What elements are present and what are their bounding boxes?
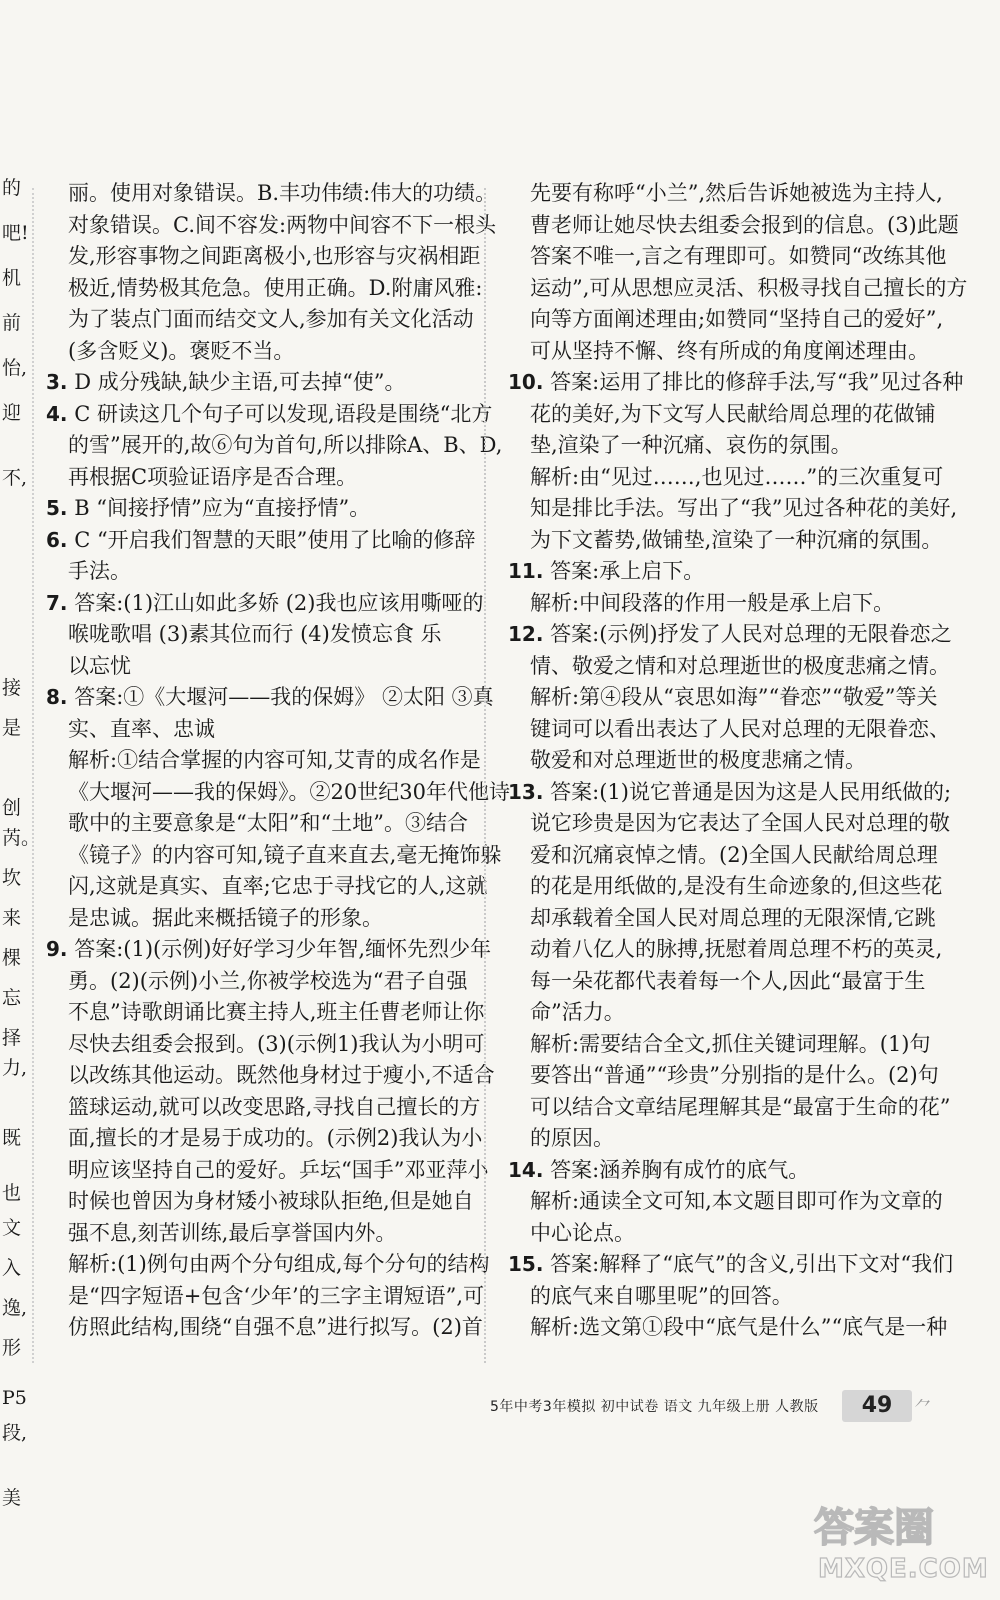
text-line (46, 808, 476, 840)
text-line (508, 178, 943, 210)
margin-fragment: 棵 (2, 947, 22, 969)
line-text: 喉咙歌唱 (3)素其位而行 (4)发愤忘食 乐 (68, 622, 442, 646)
text-line (46, 210, 497, 242)
text-line (508, 525, 943, 557)
margin-fragment: 段, (2, 1422, 28, 1444)
text-line (508, 1281, 928, 1313)
text-line (46, 871, 488, 903)
line-text: 答案:(1)江山如此多娇 (2)我也应该用嘶哑的 (74, 590, 484, 615)
line-text: 解析:第④段从“哀思如海”“眷恋”“敬爱”等关 (530, 685, 938, 709)
left-divider (32, 188, 34, 1363)
line-text: 曹老师让她尽快去组委会报到的信息。(3)此题 (530, 212, 959, 237)
line-text: 可以结合文章结尾理解其是“最富于生命的花” (530, 1094, 951, 1119)
line-text: 答案:运用了排比的修辞手法,写“我”见过各种 (550, 370, 964, 394)
question-number: 7. (46, 590, 68, 615)
margin-fragment: P5 (2, 1387, 27, 1409)
text-line (508, 1218, 928, 1250)
line-text: 实、直率、忠诚 (68, 716, 215, 741)
text-line (46, 556, 476, 588)
line-text: 不息”诗歌朗诵比赛主持人,班主任曹老师让你 (68, 1000, 485, 1024)
line-text: 敬爱和对总理逝世的极度悲痛之情。 (530, 748, 866, 772)
text-line (46, 714, 476, 746)
line-text: 仿照此结构,围绕“自强不息”进行拟写。(2)首 (68, 1315, 483, 1339)
line-text: 答案:(示例)抒发了人民对总理的无限眷恋之 (550, 622, 952, 646)
line-text: 解析:通读全文可知,本文题目即可作为文章的 (530, 1189, 943, 1213)
text-line (46, 1029, 485, 1061)
text-line (46, 336, 476, 368)
text-line (46, 1249, 490, 1281)
line-text: 的底气来自哪里呢”的回答。 (530, 1283, 793, 1308)
question-number: 8. (46, 685, 68, 709)
text-line (508, 682, 938, 714)
line-text: 却承载着全国人民对周总理的无限深情,它跳 (530, 905, 936, 930)
text-line (508, 273, 968, 305)
margin-fragment: 前 (2, 312, 22, 334)
text-line (46, 525, 476, 557)
margin-fragment: 文 (2, 1217, 22, 1239)
line-text: 明应该坚持自己的爱好。乒坛“国手”邓亚萍小 (68, 1157, 489, 1182)
line-text: 情、敬爱之情和对总理逝世的极度悲痛之情。 (530, 653, 950, 678)
text-line (46, 1186, 476, 1218)
line-text: 动着八亿人的脉搏,抚慰着周总理不朽的英灵, (530, 937, 943, 961)
question-number: 3. (46, 370, 68, 394)
line-text: B “间接抒情”应为“直接抒情”。 (74, 496, 371, 520)
text-line (508, 1155, 928, 1187)
line-text: 答案:①《大堰河——我的保姆》 ②太阳 ③真 (74, 685, 494, 709)
line-text: 是“四字短语+包含‘少年’的三字主谓短语”,可 (68, 1283, 485, 1308)
line-text: 勇。(2)(示例)小兰,你被学校选为“君子自强 (68, 968, 468, 993)
question-number: 13. (508, 779, 544, 804)
line-text: C 研读这几个句子可以发现,语段是围绕“北方 (74, 401, 493, 426)
column-divider (484, 188, 486, 1363)
margin-fragment: 来 (2, 907, 22, 929)
line-text: 说它珍贵是因为它表达了全国人民对总理的敬 (530, 811, 950, 835)
line-text: 以改练其他运动。既然他身材过于瘦小,不适合 (68, 1063, 495, 1087)
margin-fragment: 怡, (2, 357, 28, 379)
margin-fragment: 迎 (2, 402, 22, 424)
line-text: D 成分残缺,缺少主语,可去掉“使”。 (74, 370, 406, 394)
text-line (508, 777, 952, 809)
margin-fragment: 逸, (2, 1297, 28, 1319)
text-line (46, 997, 485, 1029)
margin-fragment: 的 (2, 177, 22, 199)
margin-fragment: 忘 (2, 987, 22, 1009)
line-text: (多含贬义)。褒贬不当。 (68, 338, 295, 363)
margin-fragment: 美 (2, 1487, 22, 1509)
text-line (508, 462, 944, 494)
line-text: 尽快去组委会报到。(3)(示例1)我认为小明可 (68, 1031, 485, 1056)
margin-fragment: 也 (2, 1182, 22, 1204)
text-line (46, 1060, 495, 1092)
line-text: 解析:(1)例句由两个分句组成,每个分句的结构 (68, 1252, 490, 1276)
text-line (46, 903, 476, 935)
text-line (46, 367, 476, 399)
text-line (508, 1060, 939, 1092)
line-text: 解析:需要结合全文,抓住关键词理解。(1)句 (530, 1031, 931, 1056)
feather-decoration-icon: ⺈ (914, 1398, 932, 1419)
text-line (46, 1281, 485, 1313)
line-text: 《镜子》的内容可知,镜子直来直去,毫无掩饰躲 (68, 842, 502, 867)
text-line (46, 430, 503, 462)
text-line (46, 588, 484, 620)
text-line (508, 745, 928, 777)
watermark-logo (808, 1496, 990, 1596)
text-line (508, 1092, 951, 1124)
text-line (46, 1312, 483, 1344)
footer-book-title: 5年中考3年模拟 初中试卷 语文 九年级上册 人教版 (490, 1399, 819, 1415)
question-number: 12. (508, 622, 544, 646)
question-number: 15. (508, 1252, 544, 1276)
margin-fragment: 是 (2, 717, 22, 739)
line-text: 命”活力。 (530, 1000, 625, 1024)
text-line (508, 241, 947, 273)
text-line (508, 1029, 931, 1061)
line-text: 是忠诚。据此来概括镜子的形象。 (68, 905, 383, 930)
text-line (508, 556, 928, 588)
text-line (46, 273, 483, 305)
line-text: 为下文蓄势,做铺垫,渲染了一种沉痛的氛围。 (530, 527, 943, 552)
question-number: 11. (508, 559, 544, 583)
margin-fragment: 入 (2, 1257, 22, 1279)
text-line (508, 1312, 948, 1344)
watermark-bottom-text: MXQE.COM (818, 1554, 989, 1584)
line-text: 的雪”展开的,故⑥句为首句,所以排除A、B、D, (68, 433, 503, 457)
text-line (508, 934, 943, 966)
text-line (46, 1218, 476, 1250)
line-text: 为了装点门面而结交文人,参加有关文化活动 (68, 307, 474, 331)
text-line (508, 210, 959, 242)
line-text: 中心论点。 (530, 1220, 635, 1245)
text-line (46, 682, 494, 714)
line-text: 解析:由“见过……,也见过……”的三次重复可 (530, 464, 944, 489)
line-text: 答案:承上启下。 (550, 559, 705, 583)
line-text: 极近,情势极其危急。使用正确。D.附庸风雅: (68, 275, 483, 300)
line-text: 要答出“普通”“珍贵”分别指的是什么。(2)句 (530, 1063, 939, 1087)
text-line (46, 462, 476, 494)
margin-fragment: 机 (2, 267, 22, 289)
question-number: 4. (46, 401, 68, 426)
text-line (46, 777, 510, 809)
line-text: C “开启我们智慧的天眼”使用了比喻的修辞 (74, 527, 476, 552)
line-text: 的原因。 (530, 1126, 614, 1150)
text-line (508, 619, 952, 651)
left-answer-column (46, 178, 510, 1344)
text-line (508, 588, 928, 620)
text-line (508, 430, 928, 462)
text-line (46, 304, 476, 336)
line-text: 爱和沉痛哀悼之情。(2)全国人民献给周总理 (530, 842, 938, 867)
text-line (508, 966, 928, 998)
text-line (508, 903, 936, 935)
text-line (46, 619, 476, 651)
line-text: 手法。 (68, 559, 131, 583)
right-answer-column (508, 178, 968, 1344)
line-text: 面,擅长的才是易于成功的。(示例2)我认为小 (68, 1126, 483, 1150)
text-line (508, 336, 928, 368)
line-text: 对象错误。C.间不容发:两物中间容不下一根头 (68, 212, 497, 237)
question-number: 14. (508, 1157, 544, 1182)
line-text: 闪,这就是真实、直率;它忠于寻找它的人,这就 (68, 874, 488, 898)
line-text: 的花是用纸做的,是没有生命迹象的,但这些花 (530, 874, 943, 898)
text-line (46, 745, 481, 777)
line-text: 答案:(1)说它普通是因为这是人民用纸做的; (550, 779, 952, 804)
question-number: 9. (46, 937, 68, 961)
line-text: 强不息,刻苦训练,最后享誉国内外。 (68, 1220, 397, 1245)
text-line (46, 934, 492, 966)
line-text: 运动”,可从思想应灵活、积极寻找自己擅长的方 (530, 275, 968, 300)
text-line (46, 1155, 489, 1187)
line-text: 《大堰河——我的保姆》。②20世纪30年代他诗 (68, 779, 510, 804)
line-text: 知是排比手法。写出了“我”见过各种花的美好, (530, 496, 958, 520)
line-text: 解析:①结合掌握的内容可知,艾青的成名作是 (68, 748, 481, 772)
line-text: 答案:(1)(示例)好好学习少年智,缅怀先烈少年 (74, 937, 492, 961)
line-text: 丽。使用对象错误。B.丰功伟绩:伟大的功绩。 (68, 181, 497, 205)
text-line (508, 493, 958, 525)
margin-fragment: 既 (2, 1127, 22, 1149)
page-number: 49 (842, 1390, 912, 1422)
line-text: 先要有称呼“小兰”,然后告诉她被选为主持人, (530, 181, 943, 205)
text-line (508, 1186, 943, 1218)
question-number: 5. (46, 496, 68, 520)
text-line (508, 367, 964, 399)
line-text: 发,形容事物之间距离极小,也形容与灾祸相距 (68, 244, 481, 268)
question-number: 6. (46, 527, 68, 552)
text-line (46, 840, 502, 872)
margin-fragment: 创 (2, 797, 22, 819)
text-line (46, 178, 497, 210)
line-text: 每一朵花都代表着每一个人,因此“最富于生 (530, 968, 926, 993)
question-number: 10. (508, 370, 544, 394)
text-line (508, 840, 938, 872)
margin-fragment: 吧! (2, 222, 29, 244)
line-text: 答案:解释了“底气”的含义,引出下文对“我们 (550, 1252, 954, 1276)
line-text: 解析:中间段落的作用一般是承上启下。 (530, 590, 895, 615)
text-line (46, 241, 481, 273)
line-text: 歌中的主要意象是“太阳”和“土地”。③结合 (68, 811, 468, 835)
line-text: 垫,渲染了一种沉痛、哀伤的氛围。 (530, 433, 852, 457)
line-text: 以忘忧 (68, 653, 131, 678)
margin-fragment: 择 (2, 1027, 22, 1049)
text-line (508, 1249, 954, 1281)
line-text: 答案不唯一,言之有理即可。如赞同“改练其他 (530, 244, 947, 268)
line-text: 花的美好,为下文写人民献给周总理的花做铺 (530, 401, 936, 426)
text-line (508, 651, 950, 683)
text-line (508, 997, 928, 1029)
page-footer (490, 1390, 970, 1424)
margin-fragment: 接 (2, 677, 22, 699)
text-line (508, 714, 950, 746)
line-text: 可从坚持不懈、终有所成的角度阐述理由。 (530, 338, 929, 363)
text-line (46, 651, 476, 683)
line-text: 解析:选文第①段中“底气是什么”“底气是一种 (530, 1315, 948, 1339)
text-line (46, 966, 476, 998)
text-line (46, 399, 493, 431)
margin-fragment: 坎 (2, 867, 22, 889)
line-text: 答案:涵养胸有成竹的底气。 (550, 1157, 810, 1182)
line-text: 键词可以看出表达了人民对总理的无限眷恋、 (530, 716, 950, 741)
text-line (508, 1123, 928, 1155)
text-line (508, 808, 950, 840)
margin-fragment: 不, (2, 467, 28, 489)
line-text: 时候也曾因为身材矮小被球队拒绝,但是她自 (68, 1189, 474, 1213)
line-text: 再根据C项验证语序是否合理。 (68, 464, 358, 489)
text-line (508, 304, 944, 336)
margin-fragment: 芮。 (2, 827, 41, 849)
margin-fragment: 形 (2, 1337, 22, 1359)
text-line (46, 493, 476, 525)
text-line (508, 399, 936, 431)
text-line (46, 1123, 483, 1155)
margin-fragment: 力, (2, 1057, 28, 1079)
watermark-top-text: 答案圈 (814, 1505, 934, 1551)
line-text: 篮球运动,就可以改变思路,寻找自己擅长的方 (68, 1094, 481, 1119)
text-line (46, 1092, 481, 1124)
text-line (508, 871, 943, 903)
line-text: 向等方面阐述理由;如赞同“坚持自己的爱好”, (530, 307, 944, 331)
